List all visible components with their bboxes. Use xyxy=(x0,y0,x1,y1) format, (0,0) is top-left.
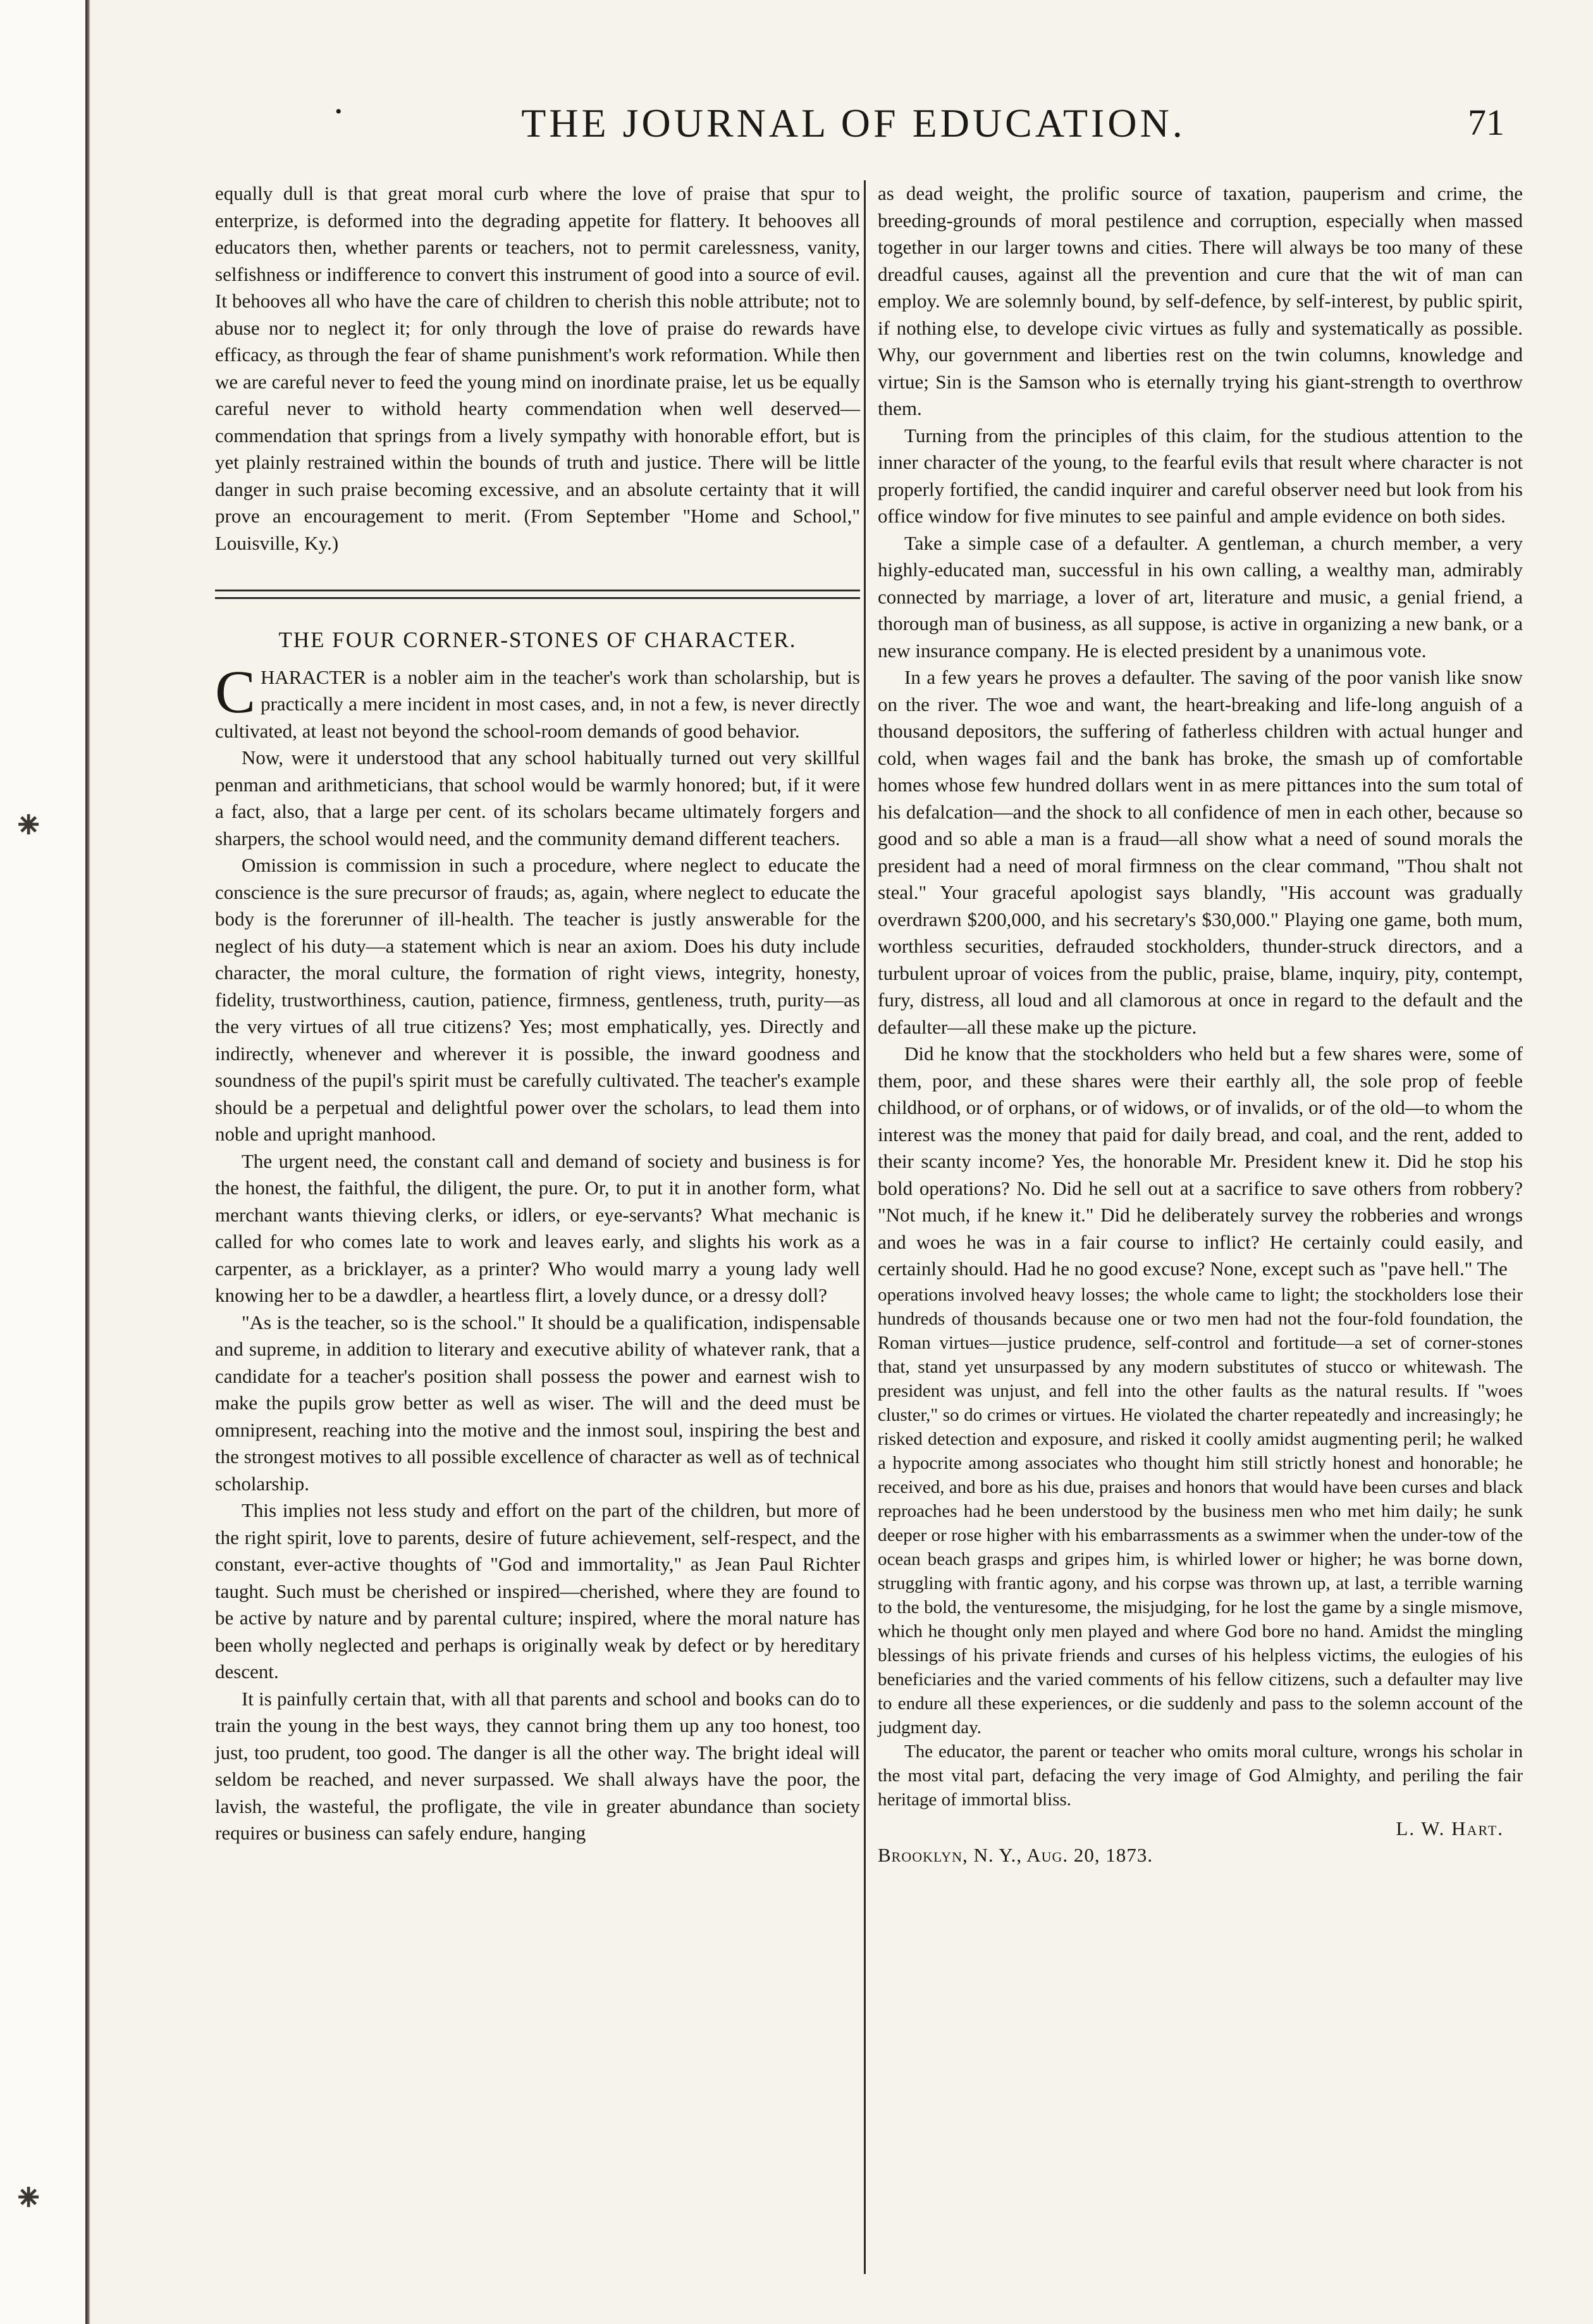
paragraph: "As is the teacher, so is the school." It should be a qualification, indispensable and supreme, in addition to literary and executive ability of whatever rank, that a candidate for a teacher's position shall possess the power and earnest wish to make the pupils grow better as well as wiser. The will and the deed must be omnipresent, reaching into the motive and the inmost soul, inspiring the best and the strongest motives to all possible excellence of character as well as of technical scholarship. xyxy=(215,1311,860,1495)
paragraph: In a few years he proves a defaulter. The saving of the poor vanish like snow on the river. The woe and want, the heart-breaking and life-long anguish of a thousand depositors, the suffering of fatherless children with actual hunger and cold, when wages fail and the bank has broke, the smash up of comfortable homes whose few hundred dollars went in as mere pittances into the sum total of his defalcation—and the shock to all confidence of men in each other, because so good and so able a man is a fraud—all show what a need of sound morals the president had a need of moral firmness on the clear command, "Thou shalt not steal." Your graceful apologist says blandly, "His account was gradually overdrawn $200,000, and his secretary's $30,000." Playing one game, both mum, worthless securities, defrauded stockholders, thunder-struck directors, and a turbulent uproar of voices from the public, praise, blame, inquiry, pity, contempt, fury, distress, all loud and all clamorous at once in regard to the default and the defaulter—all these make up the picture. xyxy=(878,666,1523,1038)
section-divider xyxy=(215,590,860,599)
paragraph: Now, were it understood that any school habitually turned out very skillful penman and arithmeticians, that school would be warmly honored; but, if it were a fact, also, that a large per cent. of its scholars became ultimately forgers and sharpers, the school would need, and the community demand different teachers. xyxy=(215,746,860,850)
small-type-paragraph: operations involved heavy losses; the whole came to light; the stockholders lose their hundreds of thousands because one or two men had not the four-fold foundation, the Roman virtues—justice prudence, self-control and fortitude—a set of corner-stones that, stand yet unsurpassed by any modern substitutes of stucco or whitewash. The president was unjust, and fell into the other faults as the natural results. If "woes cluster," so do crimes or virtues. He violated the charter repeatedly and increasingly; he risked detection and exposure, and risked it coolly amidst augmenting peril; he walked a hypocrite among associates who thought him still strictly honest and honorable; he received, and bore as his due, praises and honors that would have been curses and black reproaches had he been understood by the business men who met him daily; he sunk deeper or rose higher with his embarrassments as a swimmer when the under-tow of the ocean beach grasps and gripes him, is whirled lower or higher; he was borne down, struggling with frantic agony, and his corpse was thrown up, at last, a terrible warning to the bold, the venturesome, the misjudging, for he lost the game by a single mismove, which he thought only men played and where God bore no hand. Amidst the mingling blessings of his private friends and curses of his helpless victims, the eulogies of his beneficiaries and the varied comments of his fellow citizens, such a defaulter may live to endure all these experiences, or die suddenly and pass to the solemn account of the judgment day. xyxy=(878,1284,1523,1738)
running-header xyxy=(190,95,1517,152)
drop-cap: C xyxy=(215,657,256,726)
page-number: 71 xyxy=(1468,102,1504,143)
paragraph: Omission is commission in such a procedure, where neglect to educate the conscience is the sure precursor of frauds; as, again, where neglect to educate the body is the forerunner of ill-health. The teacher is justly answerable for the neglect of his duty—a statement which is near an axiom. Does his duty include character, the moral culture, the formation of right views, integrity, honesty, fidelity, trustworthiness, caution, patience, firmness, gentleness, truth, purity—as the very virtues of all true citizens? Yes; most emphatically, yes. Directly and indirectly, whenever and wherever it is possible, the inward goodness and soundness of the pupil's spirit must be carefully cultivated. The teacher's example should be a perpetual and delightful power over the scholars, to lead them into noble and upright manhood. xyxy=(215,854,860,1145)
paragraph: Take a simple case of a defaulter. A gentleman, a church member, a very highly-educated man, successful in his own calling, a wealthy man, admirably connected by marriage, a lover of art, literature and music, a genial friend, a thorough man of business, as all suppose, is active in organizing a new bank, or a new insurance company. He is elected president by a unanimous vote. xyxy=(878,531,1523,662)
margin-ink-mark: ⁕ xyxy=(13,2177,45,2219)
paragraph: This implies not less study and effort on the part of the children, but more of the right spirit, love to parents, desire of future achievement, self-respect, and the constant, ever-active thoughts of "God and immortality," as Jean Paul Richter taught. Such must be cherished or inspired—cherished, where they are found to be active by nature and by parental culture; inspired, where the moral nature has been wholly neglected and perhaps is originally weak by defect or by hereditary descent. xyxy=(215,1499,860,1683)
header-dot: • xyxy=(335,101,342,122)
paragraph: Turning from the principles of this claim, for the studious attention to the inner character of the young, to the fearful evils that result where character is not properly fortified, the candid inquirer and careful observer need but look from his office window for five minutes to see painful and ample evidence on both sides. xyxy=(878,424,1523,527)
paragraph: as dead weight, the prolific source of taxation, pauperism and crime, the breeding-grounds of moral pestilence and corruption, especially when massed together in our larger towns and cities. There will always be too many of these dreadful causes, against all the prevention and cure that the wit of man can employ. We are solemnly bound, by self-defence, by self-interest, by public spirit, if nothing else, to develope civic virtues as fully and systematically as possible. Why, our government and liberties rest on the twin columns, knowledge and virtue; Sin is the Samson who is eternally trying his giant-strength to overthrow them. xyxy=(878,182,1523,419)
right-column xyxy=(878,180,1523,1869)
paragraph: It is painfully certain that, with all that parents and school and books can do to train the young in the best ways, they cannot bring them up any too honest, too just, too prudent, too good. The danger is all the other way. The bright ideal will seldom be reached, and never surpassed. We shall always have the poor, the lavish, the wasteful, the profligate, the vile in greater abundance than society requires or business can safely endure, hanging xyxy=(215,1687,860,1844)
author-signature: L. W. Hart. xyxy=(1396,1817,1504,1839)
continued-paragraph: equally dull is that great moral curb where the love of praise that spur to enterprize, is deformed into the degrading appetite for flattery. It behooves all educators then, whether parents or teachers, not to permit carelessness, vanity, selfishness or indifference to convert this instrument of good into a source of evil. It behooves all who have the care of children to cherish this noble attribute; not to abuse nor to neglect it; for only through the love of praise do rewards have efficacy, as through the fear of shame punishment's work reformation. While then we are careful never to feed the young mind on inordinate praise, let us be equally careful never to withold hearty commendation when well deserved—commendation that springs from a lively sympathy with honorable effort, but is yet plainly restrained within the bounds of truth and justice. There will be little danger in such praise becoming excessive, and an absolute certainty that it will prove an encouragement to merit. (From September "Home and School," Louisville, Ky.) xyxy=(215,182,860,554)
binding-gutter xyxy=(0,0,85,2324)
page-edge-shadow xyxy=(85,0,90,2324)
column-rule xyxy=(864,180,866,2274)
paragraph: Did he know that the stockholders who held but a few shares were, some of them, poor, and these shares were their earthly all, the sole prop of feeble childhood, or of orphans, or of widows, or of invalids, or of the old—to whom the interest was the money that paid for daily bread, and coal, and the rent, added to their scanty income? Yes, the honorable Mr. President knew it. Did he stop his bold operations? No. Did he sell out at a sacrifice to save others from robbery? "Not much, if he knew it." Did he deliberately survey the robberies and wrongs and woes he was in a fair course to inflict? He certainly could easily, and certainly should. Had he no good excuse? None, except such as "pave hell." The xyxy=(878,1042,1523,1280)
dateline: Brooklyn, N. Y., Aug. 20, 1873. xyxy=(878,1844,1153,1866)
paragraph: The urgent need, the constant call and demand of society and business is for the honest, the faithful, the diligent, the pure. Or, to put it in another form, what merchant wants thieving clerks, or idlers, or eye-servants? What mechanic is called for who comes late to work and leaves early, and slights his work as a carpenter, as a bricklayer, as a printer? Who would marry a young lady well knowing her to be a dawdler, a heartless flirt, a lovely dunce, or a dressy doll? xyxy=(215,1149,860,1306)
opening-paragraph xyxy=(215,657,860,745)
closing-paragraph: The educator, the parent or teacher who omits moral culture, wrongs his scholar in the most vital part, defacing the very image of God Almighty, and periling the fair heritage of immortal bliss. xyxy=(878,1741,1523,1810)
article-title: THE FOUR CORNER-STONES OF CHARACTER. xyxy=(278,627,797,652)
margin-ink-mark: ⁕ xyxy=(13,805,45,846)
opening-text: HARACTER is a nobler aim in the teacher's work than scholarship, but is practically a mere incident in most cases, and, in not a few, is never directly cultivated, at least not beyond the school-room demands of good behavior. xyxy=(215,665,860,742)
journal-title: THE JOURNAL OF EDUCATION. xyxy=(521,101,1186,145)
left-column xyxy=(215,180,860,1847)
